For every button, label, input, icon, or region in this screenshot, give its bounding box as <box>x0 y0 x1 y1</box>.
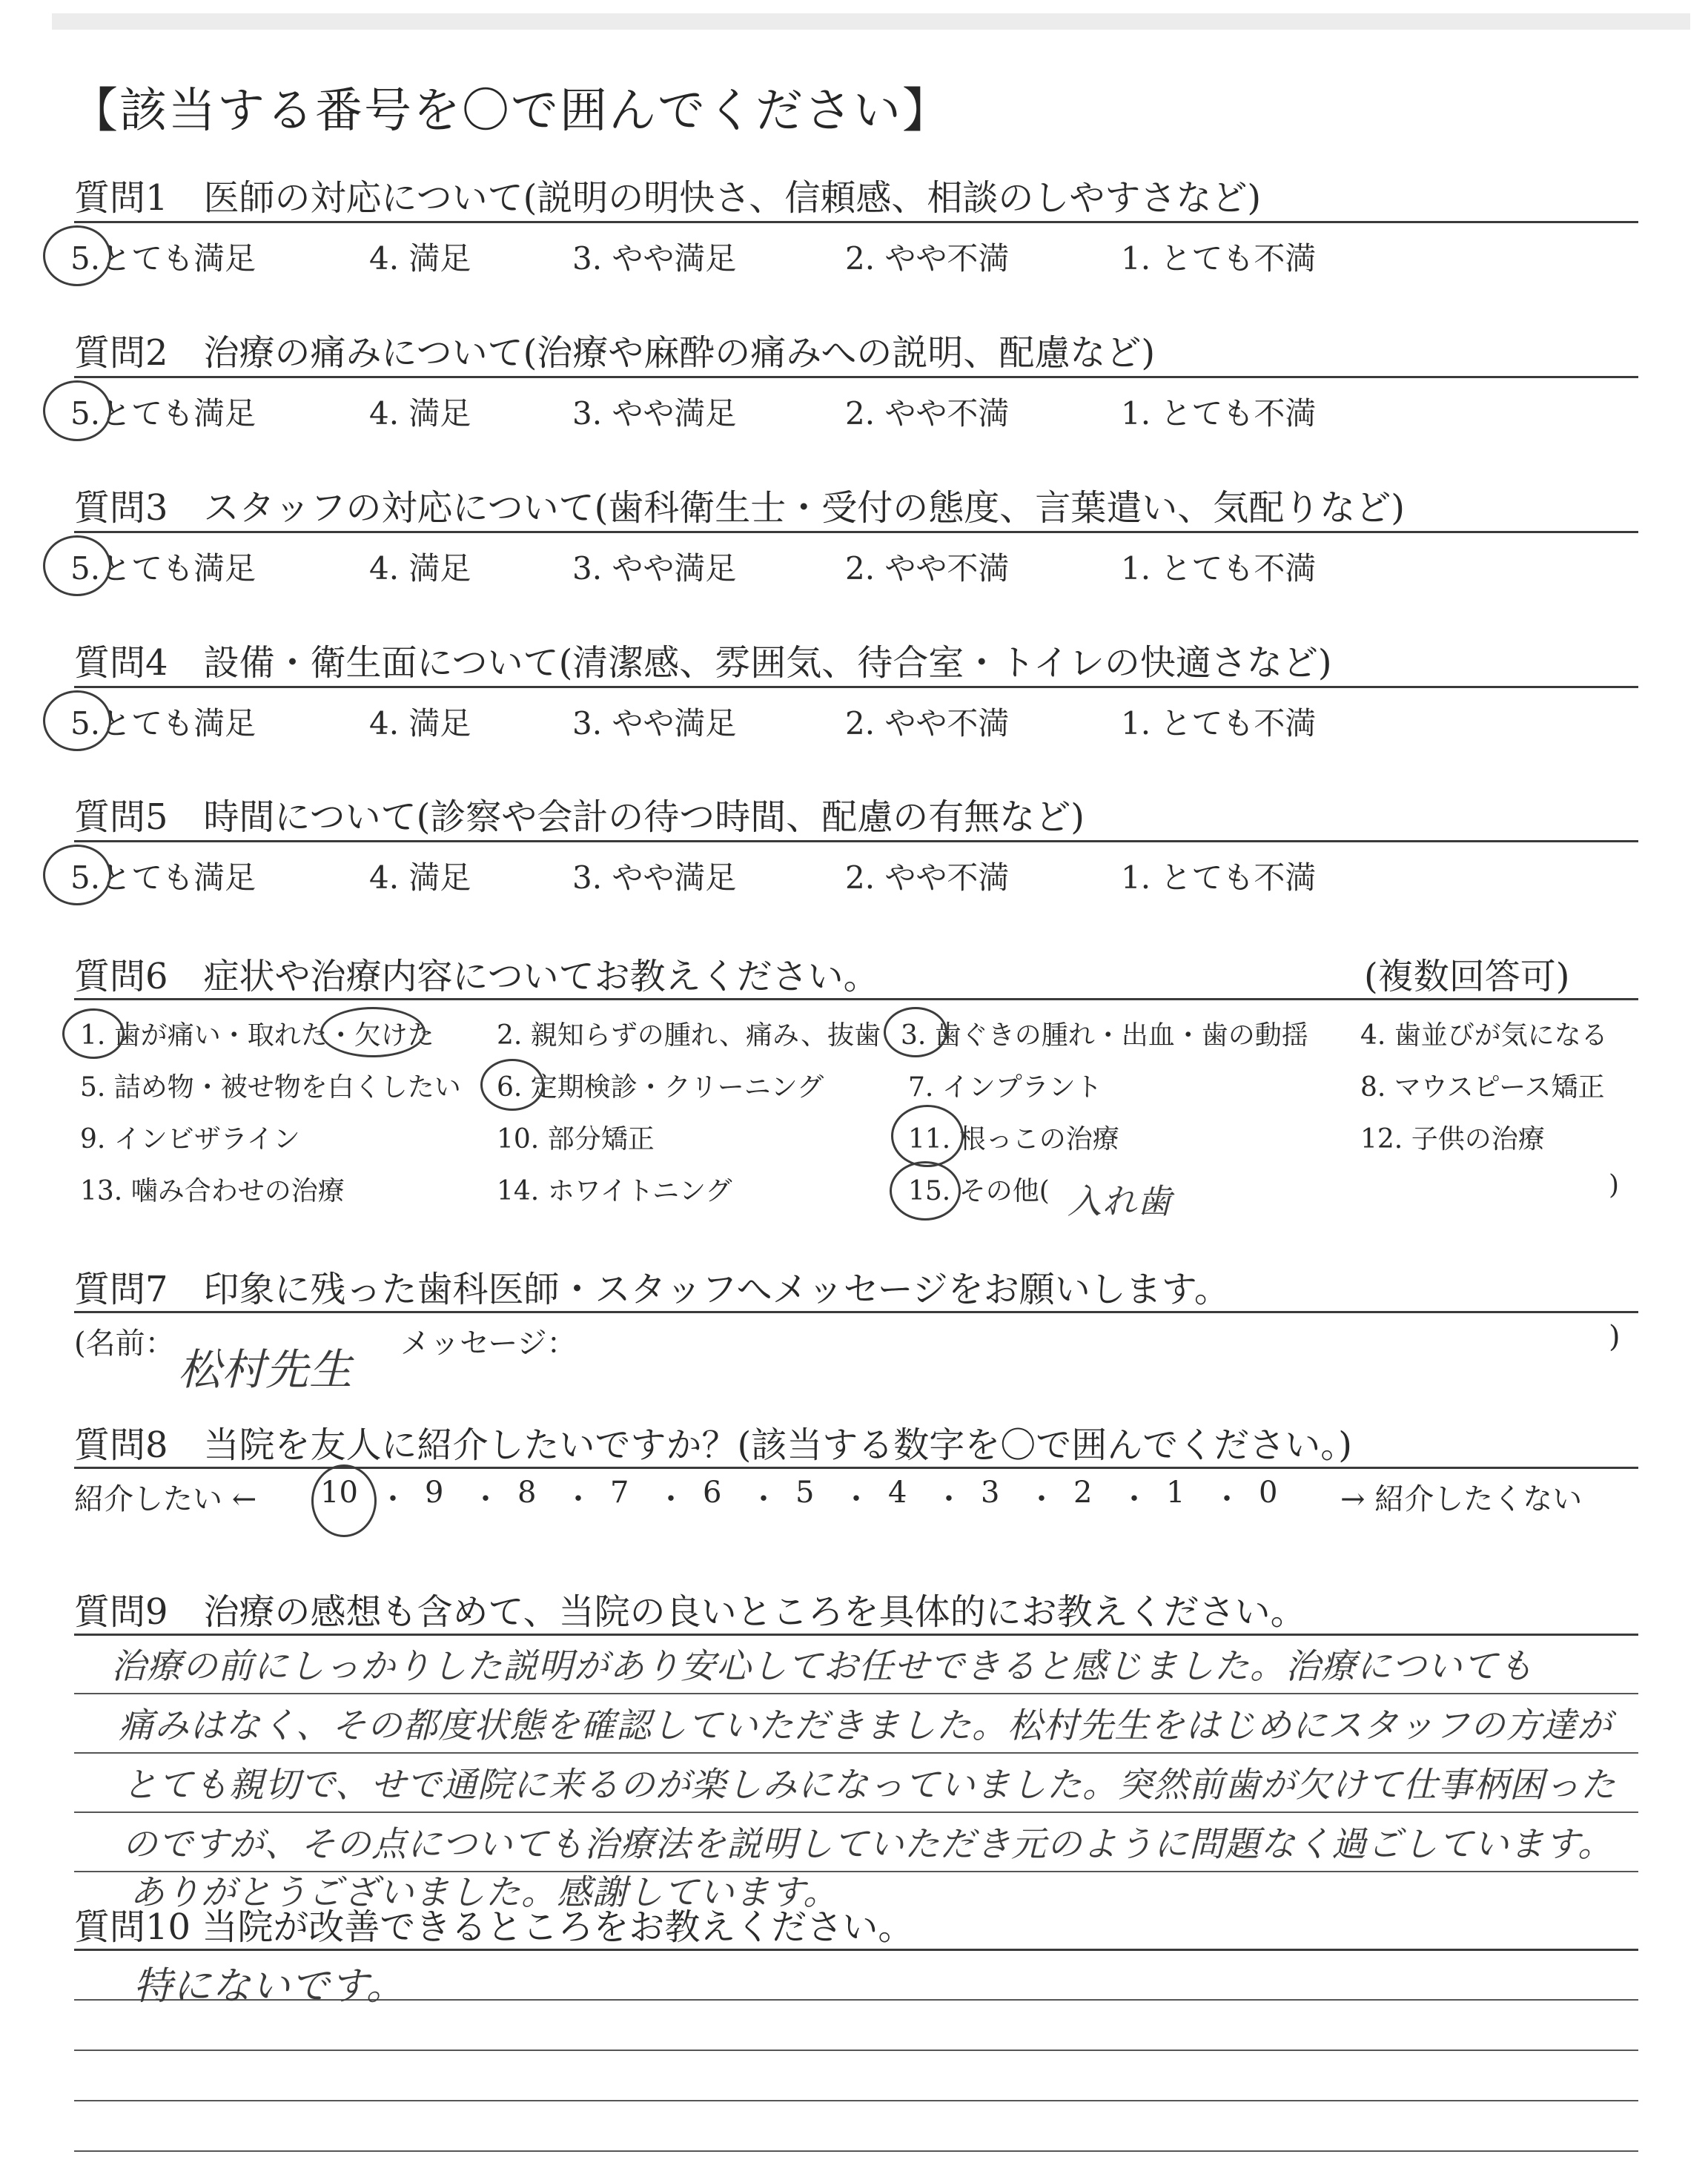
q2-option-2[interactable]: 2. やや不満 <box>845 395 1010 432</box>
q6-circle-1 <box>62 1008 125 1059</box>
q8-scale-separator: ・ <box>656 1482 686 1516</box>
q10-hand-line-1[interactable]: 特にないです。 <box>133 1964 406 2009</box>
q9-hand-line-5[interactable]: ありがとうございました。感謝しています。 <box>130 1872 839 1913</box>
q2-title: 質問2 治療の痛みについて(治療や麻酔の痛みへの説明、配慮など) <box>74 332 1156 374</box>
q10-line-4 <box>74 2150 1638 2152</box>
q1-option-1[interactable]: 1. とても不満 <box>1121 240 1317 277</box>
q8-left-label: 紹介したい ← <box>74 1482 257 1516</box>
q1-option-4[interactable]: 4. 満足 <box>369 240 471 277</box>
scan-top-edge <box>52 13 1690 30</box>
q9-line-1 <box>74 1693 1638 1694</box>
q6-circle-3 <box>884 1007 947 1057</box>
q5-selected-circle <box>43 845 111 905</box>
q6-option-10[interactable]: 10. 部分矯正 <box>497 1124 655 1155</box>
q6-option-7[interactable]: 7. インプラント <box>908 1072 1102 1103</box>
q5-option-2[interactable]: 2. やや不満 <box>845 859 1010 896</box>
q8-scale-9[interactable]: 9 <box>425 1476 444 1510</box>
q8-scale-separator: ・ <box>1119 1482 1149 1516</box>
q2-selected-circle <box>43 380 111 441</box>
q7-rule <box>74 1311 1638 1313</box>
q7-close: ) <box>1609 1320 1621 1354</box>
q8-title: 質問8 当院を友人に紹介したいですか？(該当する数字を〇で囲んでください。) <box>74 1424 1352 1466</box>
q10-line-2 <box>74 2050 1638 2051</box>
q9-hand-line-4[interactable]: のですが、その点についても治療法を説明していただき元のように問題なく過ごしています。 <box>122 1824 1614 1865</box>
q8-scale-separator: ・ <box>1212 1482 1242 1516</box>
q6-option-2[interactable]: 2. 親知らずの腫れ、痛み、抜歯 <box>497 1020 881 1051</box>
q6-rule <box>74 998 1638 1000</box>
q9-hand-line-1[interactable]: 治療の前にしっかりした説明があり安心してお任せできると感じました。治療についても <box>111 1646 1535 1687</box>
q8-circle-10 <box>311 1464 377 1537</box>
q9-title: 質問9 治療の感想も含めて、当院の良いところを具体的にお教えください。 <box>74 1591 1306 1633</box>
q5-option-4[interactable]: 4. 満足 <box>369 859 471 896</box>
q4-option-3[interactable]: 3. やや満足 <box>572 705 737 742</box>
q3-selected-circle <box>43 535 111 596</box>
q6-option-5[interactable]: 5. 詰め物・被せ物を白くしたい <box>80 1072 461 1103</box>
q6-option-9[interactable]: 9. インビザライン <box>80 1124 300 1155</box>
survey-header: 【該当する番号を〇で囲んでください】 <box>70 84 951 139</box>
q8-scale-7[interactable]: 7 <box>610 1476 629 1510</box>
q1-rule <box>74 221 1638 223</box>
q6-circle-6 <box>480 1059 544 1111</box>
q5-title: 質問5 時間について(診察や会計の待つ時間、配慮の有無など) <box>74 796 1085 838</box>
q8-scale-1[interactable]: 1 <box>1166 1476 1185 1510</box>
q8-scale-10[interactable]: 10 <box>320 1476 358 1510</box>
q6-circle-15 <box>890 1161 961 1221</box>
q1-title: 質問1 医師の対応について(説明の明快さ、信頼感、相談のしやすさなど) <box>74 177 1262 219</box>
q2-option-1[interactable]: 1. とても不満 <box>1121 395 1317 432</box>
q4-option-1[interactable]: 1. とても不満 <box>1121 705 1317 742</box>
q4-option-5[interactable]: 5.とても満足 <box>70 705 256 742</box>
q1-option-3[interactable]: 3. やや満足 <box>572 240 737 277</box>
q6-option-8[interactable]: 8. マウスピース矯正 <box>1360 1072 1605 1103</box>
q3-option-3[interactable]: 3. やや満足 <box>572 550 737 587</box>
q6-other-handwritten[interactable]: 入れ歯 <box>1068 1181 1172 1221</box>
q8-scale-0[interactable]: 0 <box>1259 1476 1278 1510</box>
q6-circle-11 <box>891 1105 964 1167</box>
q8-scale-separator: ・ <box>1027 1482 1056 1516</box>
q9-hand-line-2[interactable]: 痛みはなく、その都度状態を確認していただきました。松村先生をはじめにスタッフの方達が <box>119 1705 1613 1746</box>
q9-line-3 <box>74 1811 1638 1813</box>
q6-option-6[interactable]: 6. 定期検診・クリーニング <box>497 1072 824 1103</box>
q10-rule <box>74 1949 1638 1951</box>
q5-option-3[interactable]: 3. やや満足 <box>572 859 737 896</box>
q6-option-4[interactable]: 4. 歯並びが気になる <box>1360 1020 1608 1051</box>
q3-option-2[interactable]: 2. やや不満 <box>845 550 1010 587</box>
q6-option-12[interactable]: 12. 子供の治療 <box>1360 1124 1545 1155</box>
q6-option-1[interactable]: 1. 歯が痛い・取れた・欠けた <box>80 1020 434 1051</box>
q8-scale-5[interactable]: 5 <box>795 1476 815 1510</box>
q3-rule <box>74 531 1638 533</box>
q8-scale-separator: ・ <box>934 1482 964 1516</box>
q6-option-3[interactable]: 3. 歯ぐきの腫れ・出血・歯の動揺 <box>901 1020 1308 1051</box>
q9-hand-line-3[interactable]: とても親切で、せで通院に来るのが楽しみになっていました。突然前歯が欠けて仕事柄困った <box>122 1765 1617 1806</box>
q3-option-1[interactable]: 1. とても不満 <box>1121 550 1317 587</box>
q2-option-5[interactable]: 5.とても満足 <box>70 395 256 432</box>
q8-scale-separator: ・ <box>471 1482 500 1516</box>
q4-selected-circle <box>43 690 111 751</box>
q9-rule <box>74 1634 1638 1636</box>
q7-name-label: (名前： <box>74 1327 175 1361</box>
q3-option-5[interactable]: 5.とても満足 <box>70 550 256 587</box>
q8-scale-separator: ・ <box>563 1482 593 1516</box>
q6-title: 質問6 症状や治療内容についてお教えください。 <box>74 956 879 997</box>
q7-message-label: メッセージ： <box>400 1327 577 1361</box>
q1-option-2[interactable]: 2. やや不満 <box>845 240 1010 277</box>
q2-option-4[interactable]: 4. 満足 <box>369 395 471 432</box>
q6-option-15[interactable]: 15. その他( <box>908 1176 1050 1206</box>
q6-option-13[interactable]: 13. 噛み合わせの治療 <box>80 1176 345 1206</box>
q8-scale-6[interactable]: 6 <box>703 1476 722 1510</box>
q6-other-close: ) <box>1609 1170 1620 1200</box>
q6-note: (複数回答可) <box>1364 956 1570 997</box>
q5-option-1[interactable]: 1. とても不満 <box>1121 859 1317 896</box>
q4-rule <box>74 686 1638 688</box>
q1-selected-circle <box>43 225 111 286</box>
q8-scale-separator: ・ <box>841 1482 871 1516</box>
q7-name-handwritten[interactable]: 松村先生 <box>178 1344 354 1395</box>
q8-scale-2[interactable]: 2 <box>1073 1476 1093 1510</box>
q8-scale-separator: ・ <box>749 1482 778 1516</box>
q8-scale-8[interactable]: 8 <box>517 1476 537 1510</box>
q1-option-5[interactable]: 5.とても満足 <box>70 240 256 277</box>
q3-title: 質問3 スタッフの対応について(歯科衛生士・受付の態度、言葉遣い、気配りなど) <box>74 487 1406 529</box>
q5-option-5[interactable]: 5.とても満足 <box>70 859 256 896</box>
q10-title: 質問10 当院が改善できるところをお教えください。 <box>74 1906 914 1948</box>
q10-line-3 <box>74 2100 1638 2101</box>
q8-scale-4[interactable]: 4 <box>888 1476 907 1510</box>
q8-right-label: → 紹介したくない <box>1340 1482 1583 1516</box>
q8-scale-3[interactable]: 3 <box>981 1476 1000 1510</box>
q6-option-14[interactable]: 14. ホワイトニング <box>497 1176 732 1206</box>
q9-line-2 <box>74 1752 1638 1754</box>
q5-rule <box>74 840 1638 842</box>
q4-option-2[interactable]: 2. やや不満 <box>845 705 1010 742</box>
q3-option-4[interactable]: 4. 満足 <box>369 550 471 587</box>
q2-rule <box>74 376 1638 378</box>
q2-option-3[interactable]: 3. やや満足 <box>572 395 737 432</box>
q7-title: 質問7 印象に残った歯科医師・スタッフへメッセージをお願いします。 <box>74 1269 1230 1310</box>
q8-scale-separator: ・ <box>378 1482 408 1516</box>
q4-title: 質問4 設備・衛生面について(清潔感、雰囲気、待合室・トイレの快適さなど) <box>74 642 1332 684</box>
q6-circle-kaketa <box>320 1007 426 1057</box>
q4-option-4[interactable]: 4. 満足 <box>369 705 471 742</box>
q8-rule <box>74 1467 1638 1469</box>
q6-option-11[interactable]: 11. 根っこの治療 <box>908 1124 1119 1155</box>
